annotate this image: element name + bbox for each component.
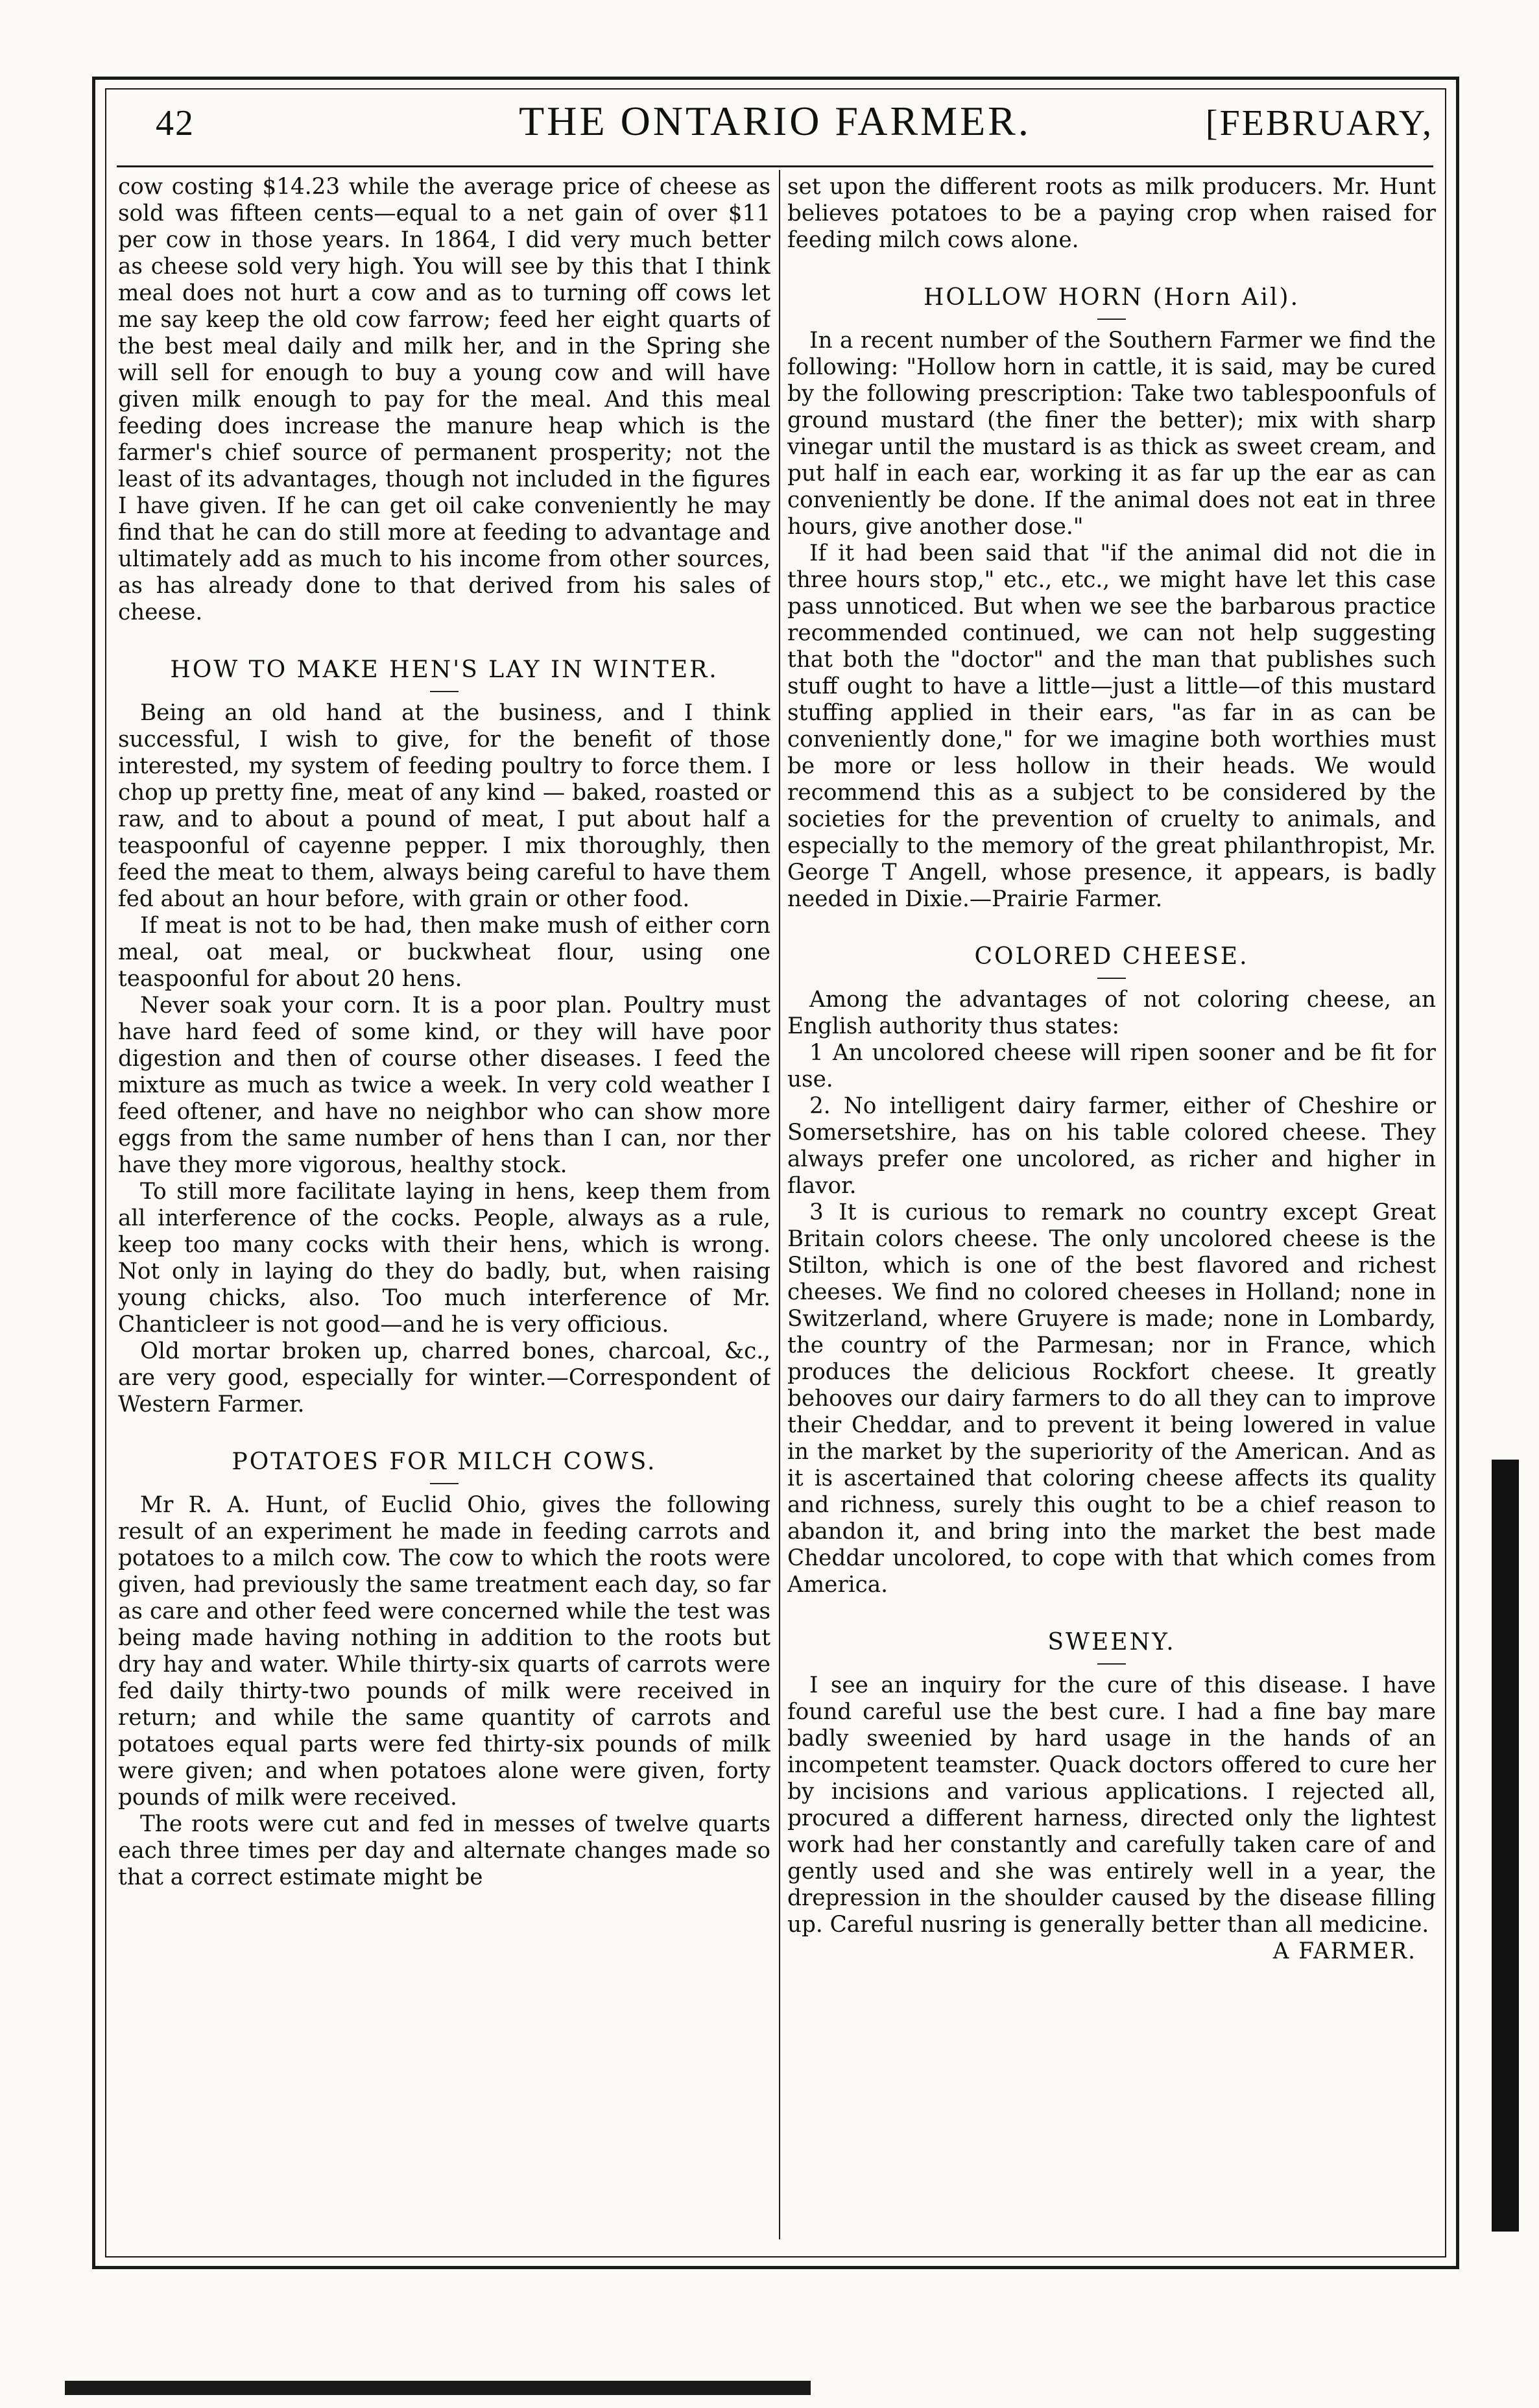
article-title-hens: HOW TO MAKE HEN'S LAY IN WINTER. [170,656,719,683]
paragraph: 3 It is curious to remark no country except Great Britain colors cheese. The only uncolored cheese is the Stilton, which is one of the best flavored and richest cheeses. We find no colored cheeses in Holland; none in Switzerland, where Gruyere is made; none in Lombardy, the country of the Parmesan; nor in France, which produces the delicious Rockfort cheese. It greatly behooves our dairy farmers to do all they can to improve their Cheddar, and to prevent it being lowered in value in the market by the superiority of the American. And as it is ascertained that coloring cheese affects its quality and richness, surely this ought to be a chief reason to abandon it, and bring into the market the best made Cheddar uncolored, to cope with that which comes from America. [787,1199,1436,1598]
header-rule [117,165,1433,167]
title-dash [1097,978,1126,979]
article-title-colored-cheese: COLORED CHEESE. [974,943,1249,970]
paragraph: Among the advantages of not coloring cheese, an English authority thus states: [787,987,1436,1039]
title-dash [430,1483,459,1484]
scan-edge-bar [1492,1460,1519,2232]
paragraph: Old mortar broken up, charred bones, charcoal, &c., are very good, especially for winter.—Correspondent of Western Farmer. [118,1338,770,1417]
scan-bottom-bar [65,2381,811,2395]
paragraph: If it had been said that "if the animal did not die in three hours stop," etc., etc., we might have let this case pass unnoticed. But when we see the barbarous practice recommended continued, we can not help suggesting that both the "doctor" and the man that publishes such stuff ought to have a little—just a little—of this mustard stuffing applied in their ears, "as far in as can be conveniently done," for we imagine both worthies must be more or less hollow in their heads. We would recommend this as a subject to be considered by the societies for the prevention of cruelty to animals, and especially to the memory of the great philanthropist, Mr. George T Angell, whose presence, it appears, is badly needed in Dixie.—Prairie Farmer. [787,540,1436,912]
article-title-potatoes: POTATOES FOR MILCH COWS. [232,1449,657,1475]
article-continuation: cow costing $14.23 while the average price of cheese as sold was fifteen cents—equal to a net gain of over $11 per cow in those years. In 1864, I did very much better as cheese sold very high. You will see by this that I think meal does not hurt a cow and as to turning off cows let me say keep the old cow farrow; feed her eight quarts of the best meal daily and milk her, and in the Spring she will sell for enough to buy a young cow and will have given milk enough to pay for the meal. And this meal feeding does increase the manure heap which is the farmer's chief source of permanent prosperity; not the least of its advantages, though not included in the figures I have given. If he can get oil cake conveniently he may find that he can do still more at feeding to advantage and ultimately add as much to his income from other sources, as has already done to that derived from his sales of cheese. [118,174,770,625]
paragraph: To still more facilitate laying in hens, keep them from all interference of the cocks. People, always as a rule, keep too many cocks with their hens, which is wrong. Not only in laying do they do badly, but, when raising young chicks, also. Too much interference of Mr. Chanticleer is not good—and he is very officious. [118,1179,770,1338]
title-dash [1097,1663,1126,1665]
page-number: 42 [156,103,195,143]
column-divider [779,170,780,2239]
paragraph: Being an old hand at the business, and I think successful, I wish to give, for the benefit of those interested, my system of feeding poultry to force them. I chop up pretty fine, meat of any kind — baked, roasted or raw, and to about a pound of meat, I put about half a teaspoonful of cayenne pepper. I mix thoroughly, then feed the meat to them, always being careful to have them fed about an hour before, with grain or other food. [118,700,770,912]
title-dash [430,691,459,692]
right-column [787,174,1436,2230]
paragraph: I see an inquiry for the cure of this disease. I have found careful use the best cure. I had a fine bay mare badly sweenied by hard usage in the hands of an incompetent teamster. Quack doctors offered to cure her by incisions and various applications. I rejected all, procured a different harness, directed only the lightest work had her constantly and carefully taken care of and gently used and she was entirely well in a year, the drepression in the shoulder caused by the disease filling up. Careful nusring is generally better than all medicine. [787,1672,1436,1938]
paragraph: Never soak your corn. It is a poor plan. Poultry must have hard feed of some kind, or they will have poor digestion and then of course other diseases. I feed the mixture as much as twice a week. In very cold weather I feed oftener, and have no neighbor who can show more eggs from the same number of hens than I can, nor ther have they more vigorous, healthy stock. [118,993,770,1178]
paragraph: The roots were cut and fed in messes of twelve quarts each three times per day and alternate changes made so that a correct estimate might be [118,1811,770,1890]
paragraph: If meat is not to be had, then make mush of either corn meal, oat meal, or buckwheat flour, using one teaspoonful for about 20 hens. [118,913,770,992]
page-header [110,91,1440,169]
issue-month: [FEBRUARY, [1205,103,1433,143]
signature: A FARMER. [1272,1938,1416,1964]
title-dash [1097,319,1126,320]
newspaper-title: THE ONTARIO FARMER. [519,98,1031,144]
paragraph: 2. No intelligent dairy farmer, either of Cheshire or Somersetshire, has on his table colored cheese. They always prefer one uncolored, as richer and higher in flavor. [787,1093,1436,1199]
article-continuation: set upon the different roots as milk producers. Mr. Hunt believes potatoes to be a paying crop when raised for feeding milch cows alone. [787,174,1436,253]
paragraph: 1 An uncolored cheese will ripen sooner and be fit for use. [787,1040,1436,1092]
left-column [118,174,770,2230]
article-title-hollow-horn: HOLLOW HORN (Horn Ail). [923,284,1300,311]
paragraph: In a recent number of the Southern Farmer we find the following: "Hollow horn in cattle, it is said, may be cured by the following prescription: Take two tablespoonfuls of ground mustard (the finer the better); mix with sharp vinegar until the mustard is as thick as sweet cream, and put half in each ear, working it as far up the ear as can conveniently be done. If the animal does not eat in three hours, give another dose." [787,328,1436,540]
article-title-sweeny: SWEENY. [1047,1629,1176,1655]
paragraph: Mr R. A. Hunt, of Euclid Ohio, gives the following result of an experiment he made in feeding carrots and potatoes to a milch cow. The cow to which the roots were given, had previously the same treatment each day, so far as care and other feed were concerned while the test was being made having nothing in addition to the roots but dry hay and water. While thirty-six quarts of carrots were fed daily thirty-two pounds of milk were received in return; and while the same quantity of carrots and potatoes equal parts were fed thirty-six pounds of milk were given; and when potatoes alone were given, forty pounds of milk were received. [118,1492,770,1811]
